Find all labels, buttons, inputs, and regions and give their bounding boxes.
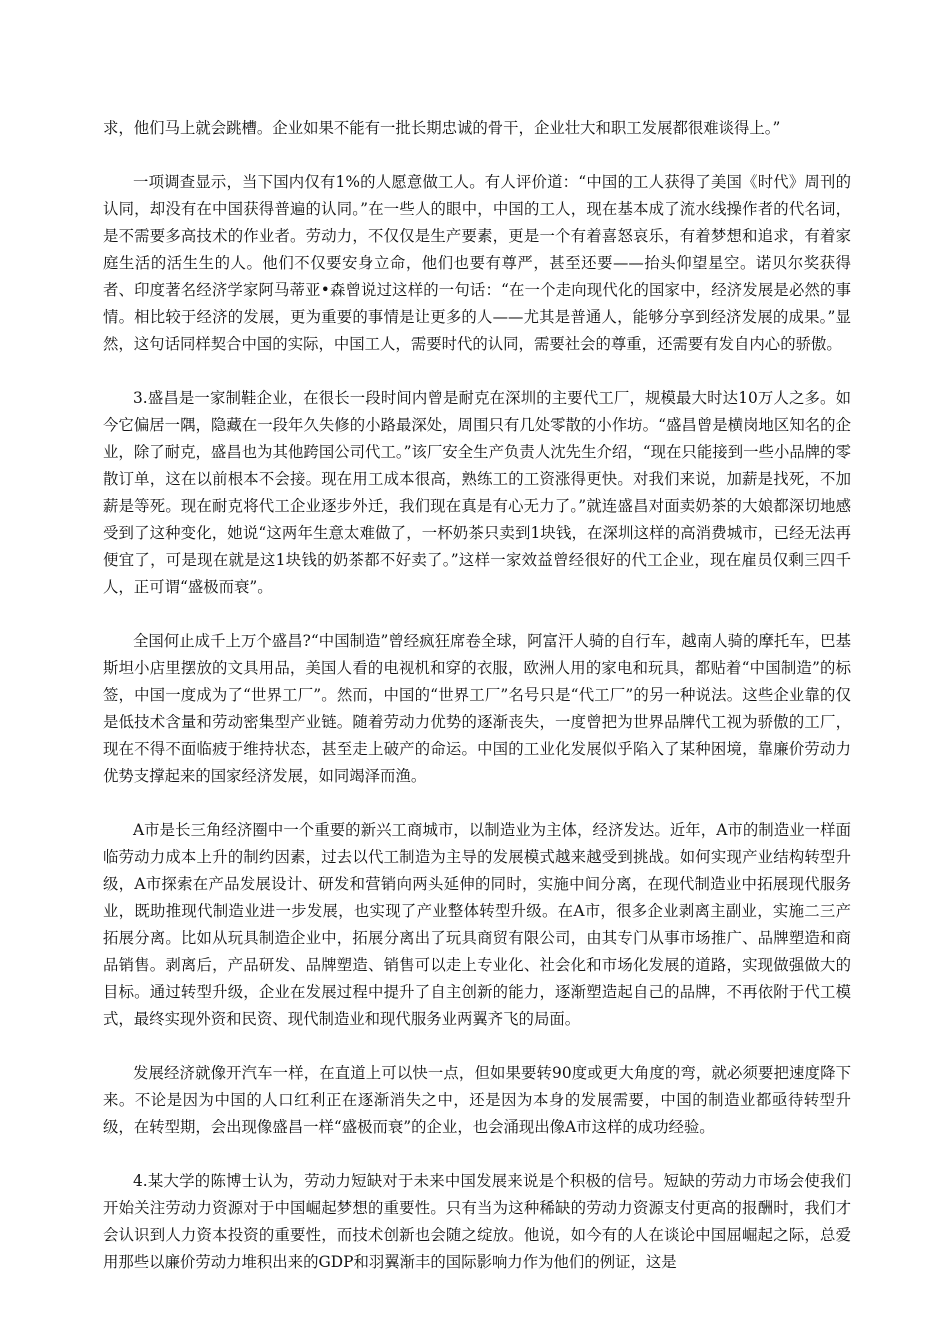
paragraph-made-in-china: 全国何止成千上万个盛昌?“中国制造”曾经疯狂席卷全球，阿富汗人骑的自行车，越南人骑的摩托车，巴基斯坦小店里摆放的文具用品，美国人看的电视机和穿的衣服，欧洲人用的家电和玩具，都贴着“中国制造”的标签，中国一度成为了“世界工厂”。然而，中国的“世界工厂”名号只是“代工厂”的另一种说法。这些企业靠的仅是低技术含量和劳动密集型产业链。随着劳动力优势的逐渐丧失，一度曾把为世界品牌代工视为骄傲的工厂，现在不得不面临疲于维持状态，甚至走上破产的命运。中国的工业化发展似乎陷入了某种困境，靠廉价劳动力优势支撑起来的国家经济发展，如同竭泽而渔。 — [103, 632, 851, 785]
paragraph-continuation: 求，他们马上就会跳槽。企业如果不能有一批长期忠诚的骨干，企业壮大和职工发展都很难谈得上。” — [103, 119, 781, 137]
document-body — [103, 115, 851, 1276]
paragraph-city-a: A市是长三角经济圈中一个重要的新兴工商城市，以制造业为主体，经济发达。近年，A市的制造业一样面临劳动力成本上升的制约因素，过去以代工制造为主导的发展模式越来越受到挑战。如何实现产业结构转型升级，A市探索在产品发展设计、研发和营销向两头延伸的同时，实施中间分离，在现代制造业中拓展现代服务业，既助推现代制造业进一步发展，也实现了产业整体转型升级。在A市，很多企业剥离主副业，实施二三产拓展分离。比如从玩具制造企业中，拓展分离出了玩具商贸有限公司，由其专门从事市场推广、品牌塑造和商品销售。剥离后，产品研发、品牌塑造、销售可以走上专业化、社会化和市场化发展的道路，实现做强做大的目标。通过转型升级，企业在发展过程中提升了自主创新的能力，逐渐塑造起自己的品牌，不再依附于代工模式，最终实现外资和民资、现代制造业和现代服务业两翼齐飞的局面。 — [103, 821, 851, 1028]
paragraph-worker-survey: 一项调查显示，当下国内仅有1%的人愿意做工人。有人评价道：“中国的工人获得了美国《时代》周刊的认同，却没有在中国获得普遍的认同。”在一些人的眼中，中国的工人，现在基本成了流水线操作者的代名词，是不需要多高技术的作业者。劳动力，不仅仅是生产要素，更是一个有着喜怒哀乐，有着梦想和追求，有着家庭生活的活生生的人。他们不仅要安身立命，他们也要有尊严，甚至还要——抬头仰望星空。诺贝尔奖获得者、印度著名经济学家阿马蒂亚•森曾说过这样的一句话：“在一个走向现代化的国家中，经济发展是必然的事情。相比较于经济的发展，更为重要的事情是让更多的人——尤其是普通人，能够分享到经济发展的成果。”显然，这句话同样契合中国的实际，中国工人，需要时代的认同，需要社会的尊重，还需要有发自内心的骄傲。 — [103, 173, 851, 353]
paragraph-shengchang: 3.盛昌是一家制鞋企业，在很长一段时间内曾是耐克在深圳的主要代工厂，规模最大时达10万人之多。如今它偏居一隅，隐藏在一段年久失修的小路最深处，周围只有几处零散的小作坊。“盛昌曾是横岗地区知名的企业，除了耐克，盛昌也为其他跨国公司代工。”该厂安全生产负责人沈先生介绍，“现在只能接到一些小品牌的零散订单，这在以前根本不会接。现在用工成本很高，熟练工的工资涨得更快。对我们来说，加薪是找死，不加薪是等死。现在耐克将代工企业逐步外迁，我们现在真是有心无力了。”就连盛昌对面卖奶茶的大娘都深切地感受到了这种变化，她说“这两年生意太难做了，一杯奶茶只卖到1块钱，在深圳这样的高消费城市，已经无法再便宜了，可是现在就是这1块钱的奶茶都不好卖了。”这样一家效益曾经很好的代工企业，现在雇员仅剩三四千人，正可谓“盛极而衰”。 — [103, 389, 851, 596]
paragraph-dr-chen: 4.某大学的陈博士认为，劳动力短缺对于未来中国发展来说是个积极的信号。短缺的劳动力市场会使我们开始关注劳动力资源对于中国崛起梦想的重要性。只有当为这种稀缺的劳动力资源支付更高的报酬时，我们才会认识到人力资本投资的重要性，而技术创新也会随之绽放。他说，如今有的人在谈论中国屈崛起之际，总爱用那些以廉价劳动力堆积出来的GDP和羽翼渐丰的国际影响力作为他们的例证，这是 — [103, 1172, 851, 1271]
paragraph-economy-car-analogy: 发展经济就像开汽车一样，在直道上可以快一点，但如果要转90度或更大角度的弯，就必须要把速度降下来。不论是因为中国的人口红利正在逐渐消失之中，还是因为本身的发展需要，中国的制造业都亟待转型升级，在转型期，会出现像盛昌一样“盛极而衰”的企业，也会涌现出像A市这样的成功经验。 — [103, 1064, 851, 1136]
